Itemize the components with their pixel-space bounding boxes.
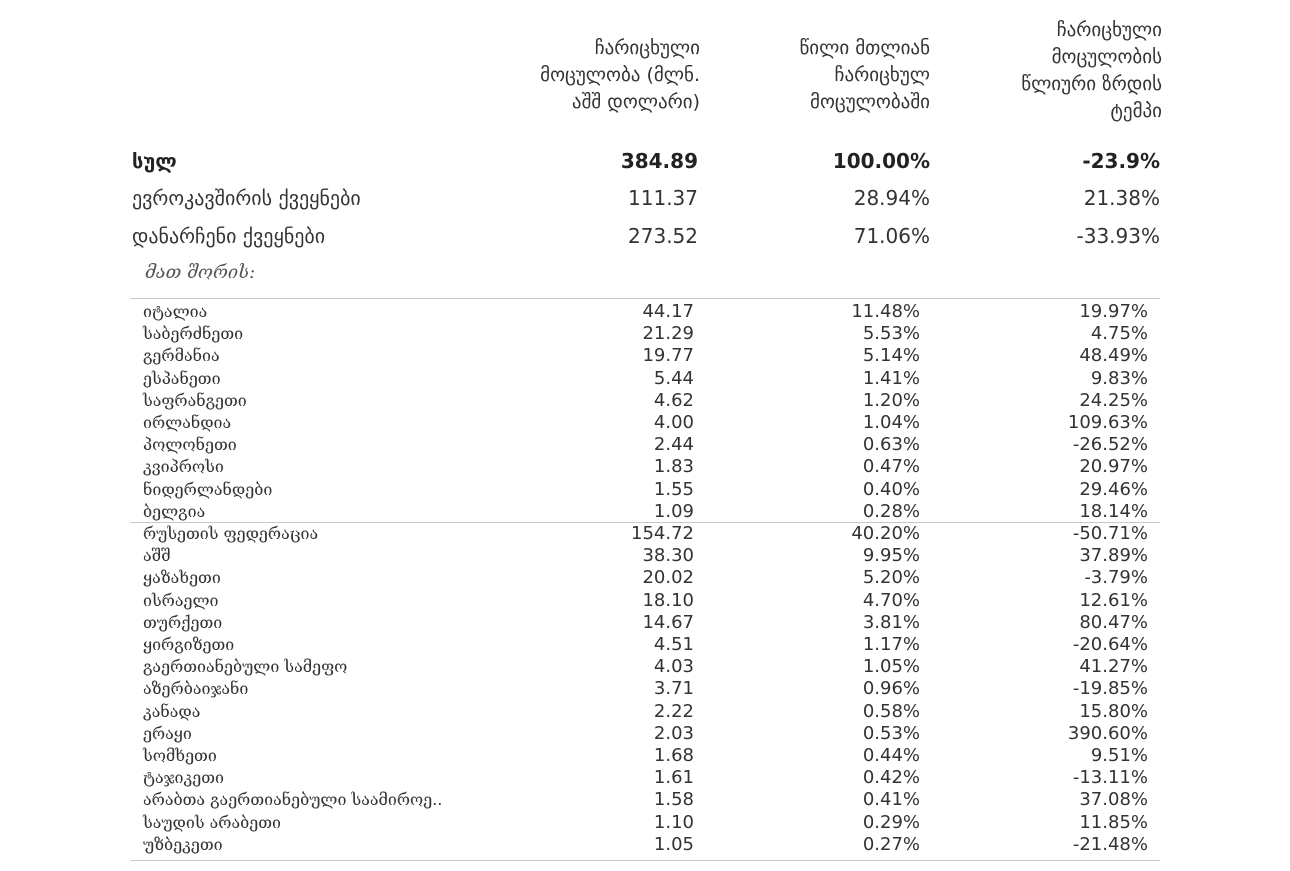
- volume-cell: 4.03: [653, 656, 694, 677]
- share-cell: 0.63%: [862, 434, 920, 455]
- country-label: ტაჯიკეთი: [143, 768, 224, 787]
- volume-cell: 273.52: [628, 224, 698, 248]
- row-label: ევროკავშირის ქვეყნები: [132, 186, 361, 210]
- divider-bottom: [130, 860, 1160, 861]
- share-cell: 0.41%: [862, 789, 920, 810]
- country-label: არაბთა გაერთიანებული საამიროე..: [143, 790, 443, 809]
- growth-cell: 48.49%: [1079, 345, 1148, 366]
- growth-cell: 24.25%: [1079, 390, 1148, 411]
- volume-cell: 4.51: [653, 634, 694, 655]
- volume-cell: 4.00: [653, 412, 694, 433]
- country-label: საუდის არაბეთი: [143, 813, 281, 832]
- country-label: კანადა: [143, 702, 201, 721]
- share-cell: 0.47%: [862, 456, 920, 477]
- header-line: მოცულობა (მლნ.: [540, 64, 700, 86]
- volume-cell: 384.89: [620, 149, 698, 173]
- volume-cell: 3.71: [653, 678, 694, 699]
- table-row: [0, 745, 1290, 767]
- growth-cell: -26.52%: [1072, 434, 1148, 455]
- country-label: საბერძნეთი: [143, 324, 244, 343]
- growth-cell: 9.51%: [1090, 745, 1148, 766]
- growth-cell: -33.93%: [1076, 224, 1160, 248]
- share-cell: 5.14%: [862, 345, 920, 366]
- table-row: [0, 634, 1290, 656]
- growth-cell: -23.9%: [1082, 149, 1160, 173]
- growth-cell: 12.61%: [1079, 590, 1148, 611]
- share-cell: 0.42%: [862, 767, 920, 788]
- country-label: აშშ: [143, 546, 171, 565]
- table-row: [0, 456, 1290, 478]
- growth-cell: 21.38%: [1083, 186, 1160, 210]
- table-row: [0, 567, 1290, 589]
- table-row: [0, 612, 1290, 634]
- volume-cell: 5.44: [653, 368, 694, 389]
- share-cell: 1.20%: [862, 390, 920, 411]
- volume-cell: 2.03: [653, 723, 694, 744]
- table-row: [0, 412, 1290, 434]
- column-header-share: [700, 35, 930, 116]
- share-cell: 0.53%: [862, 723, 920, 744]
- volume-cell: 1.09: [653, 501, 694, 522]
- country-label: ბელგია: [143, 502, 206, 521]
- country-label: ყირგიზეთი: [143, 635, 235, 654]
- volume-cell: 14.67: [642, 612, 694, 633]
- header-line: მოცულობის: [1051, 46, 1162, 68]
- share-cell: 40.20%: [851, 523, 920, 544]
- volume-cell: 154.72: [631, 523, 694, 544]
- growth-cell: 37.89%: [1079, 545, 1148, 566]
- volume-cell: 1.58: [653, 789, 694, 810]
- table-row: [0, 767, 1290, 789]
- volume-cell: 4.62: [653, 390, 694, 411]
- growth-cell: 37.08%: [1079, 789, 1148, 810]
- country-label: გერმანია: [143, 346, 220, 365]
- growth-cell: 29.46%: [1079, 479, 1148, 500]
- column-header-volume: [470, 35, 700, 116]
- growth-cell: 80.47%: [1079, 612, 1148, 633]
- share-cell: 0.96%: [862, 678, 920, 699]
- share-cell: 11.48%: [851, 301, 920, 322]
- country-label: პოლონეთი: [143, 435, 237, 454]
- share-cell: 0.58%: [862, 701, 920, 722]
- header-line: წილი მთლიან: [799, 37, 930, 59]
- header-line: აშშ დოლარი): [571, 91, 700, 113]
- country-label: ნიდერლანდები: [143, 480, 273, 499]
- growth-cell: -20.64%: [1072, 634, 1148, 655]
- share-cell: 1.04%: [862, 412, 920, 433]
- volume-cell: 111.37: [628, 186, 698, 210]
- growth-cell: 9.83%: [1090, 368, 1148, 389]
- table-row: [0, 345, 1290, 367]
- volume-cell: 1.10: [653, 812, 694, 833]
- country-label: ისრაელი: [143, 591, 219, 610]
- volume-cell: 1.55: [653, 479, 694, 500]
- growth-cell: 18.14%: [1079, 501, 1148, 522]
- country-label: სომხეთი: [143, 746, 217, 765]
- volume-cell: 1.68: [653, 745, 694, 766]
- column-header-growth: [930, 17, 1162, 125]
- volume-cell: 1.61: [653, 767, 694, 788]
- country-label: იტალია: [143, 302, 208, 321]
- table-row: [0, 701, 1290, 723]
- divider-top: [130, 298, 1160, 299]
- country-label: გაერთიანებული სამეფო: [143, 657, 348, 676]
- volume-cell: 1.83: [653, 456, 694, 477]
- growth-cell: 41.27%: [1079, 656, 1148, 677]
- header-line: ჩარიცხული: [1056, 19, 1162, 41]
- growth-cell: -19.85%: [1072, 678, 1148, 699]
- header-line: ჩარიცხული: [594, 37, 700, 59]
- volume-cell: 19.77: [642, 345, 694, 366]
- country-label: კვიპროსი: [143, 457, 224, 476]
- table-row: [0, 656, 1290, 678]
- table-row: [0, 545, 1290, 567]
- share-cell: 0.40%: [862, 479, 920, 500]
- volume-cell: 18.10: [642, 590, 694, 611]
- summary-row: [0, 183, 1290, 213]
- growth-cell: 11.85%: [1079, 812, 1148, 833]
- header-line: მოცულობაში: [810, 91, 930, 113]
- growth-cell: 4.75%: [1090, 323, 1148, 344]
- table-row: [0, 590, 1290, 612]
- table-row: [0, 301, 1290, 323]
- header-line: ჩარიცხულ: [834, 64, 930, 86]
- table-row: [0, 812, 1290, 834]
- volume-cell: 1.05: [653, 834, 694, 855]
- share-cell: 0.27%: [862, 834, 920, 855]
- country-label: ესპანეთი: [143, 369, 221, 388]
- volume-cell: 21.29: [642, 323, 694, 344]
- share-cell: 3.81%: [862, 612, 920, 633]
- growth-cell: -13.11%: [1072, 767, 1148, 788]
- share-cell: 0.29%: [862, 812, 920, 833]
- volume-cell: 2.22: [653, 701, 694, 722]
- share-cell: 1.05%: [862, 656, 920, 677]
- volume-cell: 2.44: [653, 434, 694, 455]
- table-row: [0, 678, 1290, 700]
- table-row: [0, 479, 1290, 501]
- share-cell: 71.06%: [853, 224, 930, 248]
- table-row: [0, 501, 1290, 523]
- share-cell: 4.70%: [862, 590, 920, 611]
- share-cell: 0.28%: [862, 501, 920, 522]
- share-cell: 28.94%: [853, 186, 930, 210]
- growth-cell: 109.63%: [1067, 412, 1148, 433]
- country-label: ერაყი: [143, 724, 192, 743]
- growth-cell: -3.79%: [1084, 567, 1148, 588]
- volume-cell: 38.30: [642, 545, 694, 566]
- country-label: თურქეთი: [143, 613, 223, 632]
- table-row: [0, 434, 1290, 456]
- growth-cell: 19.97%: [1079, 301, 1148, 322]
- table-row: [0, 789, 1290, 811]
- growth-cell: 15.80%: [1079, 701, 1148, 722]
- share-cell: 5.20%: [862, 567, 920, 588]
- header-line: ტემპი: [1110, 100, 1162, 122]
- growth-cell: 390.60%: [1067, 723, 1148, 744]
- row-label: სულ: [132, 149, 177, 173]
- share-cell: 9.95%: [862, 545, 920, 566]
- country-label: ყაზახეთი: [143, 568, 221, 587]
- subheader: მათ შორის:: [145, 262, 256, 283]
- header-line: წლიური ზრდის: [1021, 73, 1162, 95]
- summary-row: [0, 146, 1290, 176]
- country-label: საფრანგეთი: [143, 391, 247, 410]
- share-cell: 0.44%: [862, 745, 920, 766]
- table-row: [0, 323, 1290, 345]
- growth-cell: 20.97%: [1079, 456, 1148, 477]
- table-row: [0, 368, 1290, 390]
- table-row: [0, 834, 1290, 856]
- country-label: რუსეთის ფედერაცია: [143, 524, 319, 543]
- growth-cell: -50.71%: [1072, 523, 1148, 544]
- table-row: [0, 390, 1290, 412]
- table-row: [0, 723, 1290, 745]
- share-cell: 1.41%: [862, 368, 920, 389]
- share-cell: 1.17%: [862, 634, 920, 655]
- country-label: აზერბაიჯანი: [143, 679, 249, 698]
- share-cell: 5.53%: [862, 323, 920, 344]
- table-row: [0, 523, 1290, 545]
- volume-cell: 20.02: [642, 567, 694, 588]
- row-label: დანარჩენი ქვეყნები: [132, 224, 326, 248]
- volume-cell: 44.17: [642, 301, 694, 322]
- summary-row: [0, 221, 1290, 251]
- share-cell: 100.00%: [832, 149, 930, 173]
- country-label: ირლანდია: [143, 413, 232, 432]
- country-label: უზბეკეთი: [143, 835, 223, 854]
- growth-cell: -21.48%: [1072, 834, 1148, 855]
